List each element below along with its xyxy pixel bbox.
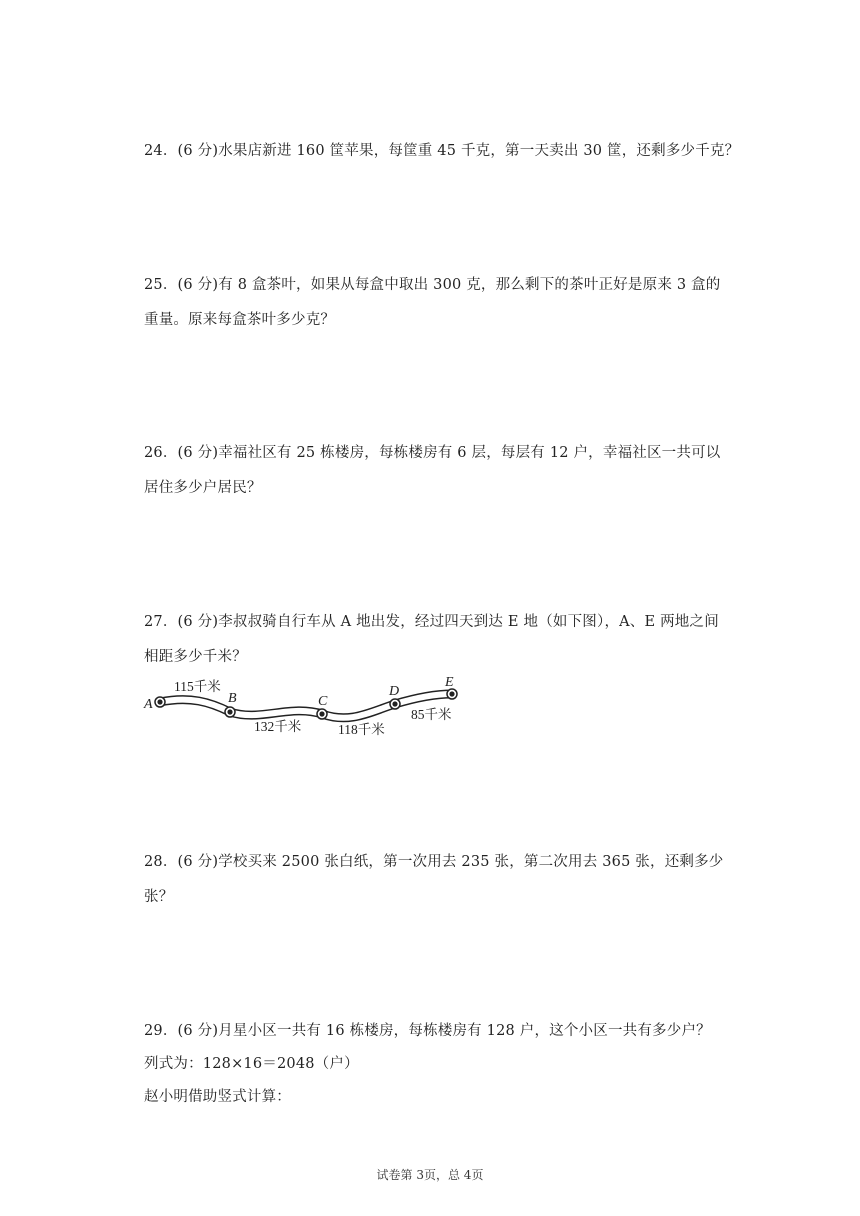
question-26-line-1: 26．(6 分)幸福社区有 25 栋楼房，每栋楼房有 6 层，每层有 12 户，幸福社区一共可以 bbox=[144, 445, 721, 461]
distance-de-label: 85千米 bbox=[411, 707, 452, 722]
point-b-marker bbox=[225, 707, 235, 717]
distance-ab-label: 115千米 bbox=[174, 679, 221, 694]
page-footer: 试卷第 3页，总 4页 bbox=[376, 1168, 484, 1182]
point-d-marker bbox=[390, 699, 400, 709]
distance-bc-label: 132千米 bbox=[254, 719, 302, 734]
point-e-label: E bbox=[445, 675, 454, 690]
question-29-line-2: 列式为：128×16＝2048（户） bbox=[144, 1056, 359, 1072]
point-e-marker bbox=[447, 689, 457, 699]
question-28-line-1: 28．(6 分)学校买来 2500 张白纸，第一次用去 235 张，第二次用去 365 张，还剩多少 bbox=[144, 854, 724, 870]
question-29-line-1: 29．(6 分)月星小区一共有 16 栋楼房，每栋楼房有 128 户，这个小区一共有多少户？ bbox=[144, 1023, 711, 1039]
question-29-line-3: 赵小明借助竖式计算： bbox=[144, 1089, 291, 1105]
question-27-line-2: 相距多少千米？ bbox=[144, 649, 247, 665]
point-a-marker bbox=[155, 697, 165, 707]
point-d-label: D bbox=[389, 684, 400, 699]
route-diagram bbox=[140, 672, 470, 744]
point-b-label: B bbox=[228, 691, 237, 706]
point-a-label: A bbox=[144, 697, 153, 712]
point-c-label: C bbox=[318, 694, 328, 709]
question-25-line-2: 重量。原来每盒茶叶多少克？ bbox=[144, 312, 336, 328]
question-24-line-1: 24．(6 分)水果店新进 160 筐苹果，每筐重 45 千克，第一天卖出 30 筐，还剩多少千克？ bbox=[144, 143, 740, 159]
distance-cd-label: 118千米 bbox=[338, 722, 385, 737]
question-28-line-2: 张？ bbox=[144, 889, 174, 905]
question-26-line-2: 居住多少户居民？ bbox=[144, 480, 262, 496]
point-c-marker bbox=[317, 709, 327, 719]
question-25-line-1: 25．(6 分)有 8 盒茶叶，如果从每盒中取出 300 克，那么剩下的茶叶正好是原来 3 盒的 bbox=[144, 277, 721, 293]
question-27-line-1: 27．(6 分)李叔叔骑自行车从 A 地出发，经过四天到达 E 地（如下图），A、E 两地之间 bbox=[144, 614, 719, 630]
